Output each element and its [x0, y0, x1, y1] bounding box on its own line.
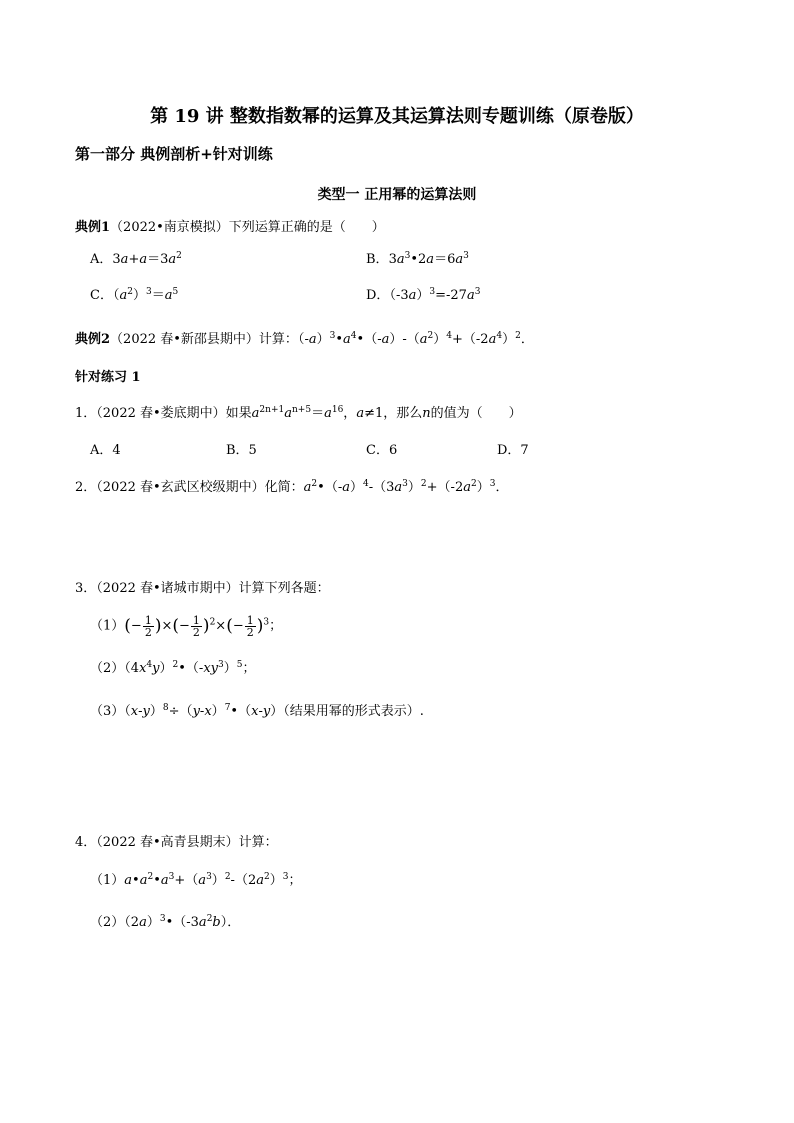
- practice1-q1-option-a: A．4: [90, 443, 121, 458]
- example1-option-c: C．$(a^2)^3=a^5$: [90, 287, 179, 303]
- example2-question: 典例2（2022 春•新邵县期中）计算：$(-a)^3•a^4•(-a)-(a^2)^4+(-2a^4)^2$．: [75, 331, 534, 347]
- part-heading: 第一部分 典例剖析+针对训练: [75, 145, 273, 163]
- type-heading: 类型一 正用幂的运算法则: [317, 187, 477, 203]
- example1-option-a: A．$3a+a=3a^2$: [90, 251, 182, 267]
- practice1-q3-sub3: $(3)(x-y)^8\div(y-x)^7•(x-y)$（结果用幂的形式表示）.: [90, 703, 424, 719]
- example1-option-d: D．$(-3a)^3=-27a^3$: [366, 287, 481, 303]
- example1-label: 典例1: [75, 220, 111, 235]
- practice1-q4: 4．（2022 春•高青县期末）计算：: [75, 835, 278, 850]
- example1-text: （2022•南京模拟）下列运算正确的是（ ）: [110, 220, 385, 235]
- practice1-q1-option-d: D．7: [497, 443, 529, 458]
- example2-label: 典例2: [75, 332, 111, 347]
- practice1-heading: 针对练习 1: [75, 370, 141, 385]
- practice1-q1-option-c: C．6: [366, 443, 398, 458]
- practice1-q3-sub2: $(2)(4x^4y)^2•(-xy^3)^5$；: [90, 660, 256, 676]
- practice1-q3: 3．（2022 春•诸城市期中）计算下列各题：: [75, 581, 330, 596]
- practice1-q4-sub2: $(2)(2a)^3•(-3a^2b)$．: [90, 914, 241, 930]
- practice1-q1-option-b: B．5: [226, 443, 257, 458]
- practice1-q4-sub1: $(1)a•a^2•a^3+(a^3)^2-(2a^2)^3$；: [90, 872, 302, 888]
- page-title: 第 19 讲 整数指数幂的运算及其运算法则专题训练（原卷版）: [150, 106, 644, 127]
- example1-option-b: B．$3a^3•2a=6a^3$: [366, 251, 469, 267]
- practice1-q1: 1．（2022 春•娄底期中）如果$a^{2n+1}a^{n+5}=a^{16}$，a≠1，那么n的值为（ ）: [75, 405, 522, 421]
- practice1-q3-sub1: （1）(− $\frac{1}{2}$ )×(− $\frac{1}{2}$ )$^2$×(− $\frac{1}{2}$ )$^3$；: [90, 613, 283, 639]
- practice1-q2: 2．（2022 春•玄武区校级期中）化简：$a^2•(-a)^4-(3a^3)^2+(-2a^2)^3$．: [75, 479, 509, 495]
- example1-question: [75, 219, 385, 237]
